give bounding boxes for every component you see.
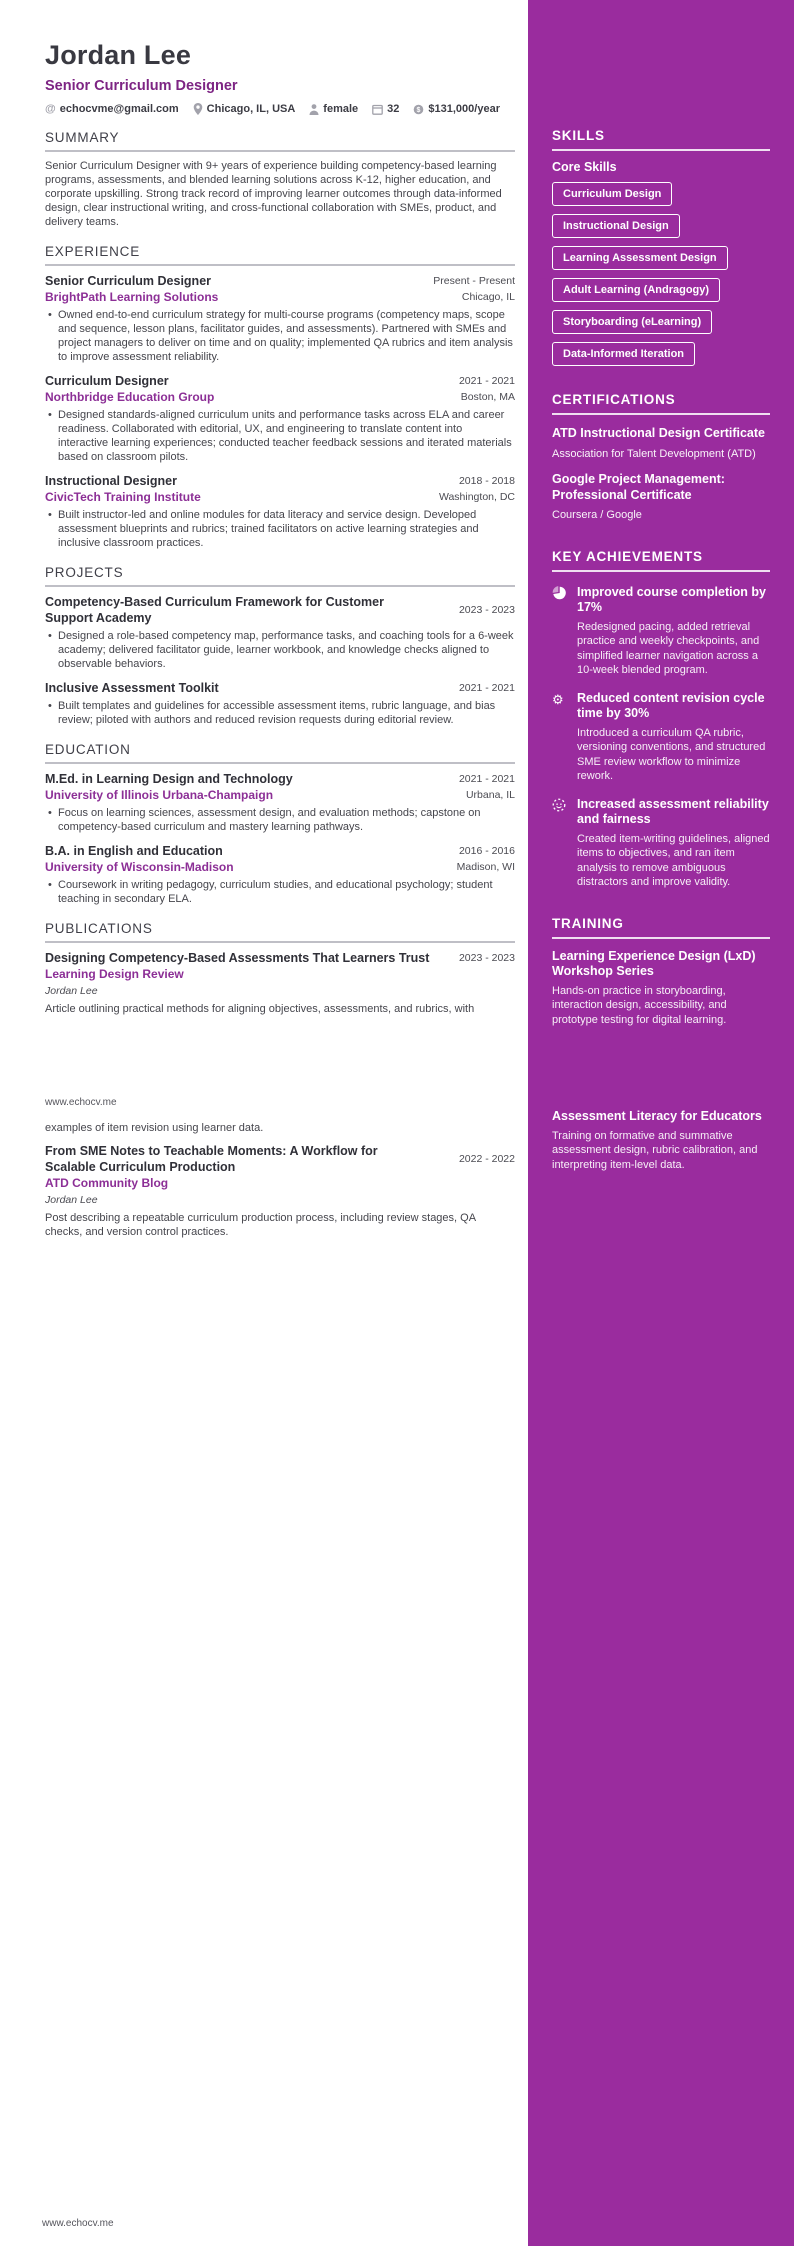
achievement-item bbox=[552, 691, 770, 784]
publication-entry bbox=[45, 1143, 515, 1239]
job-location: Washington, DC bbox=[438, 491, 515, 503]
candidate-name: Jordan Lee bbox=[45, 40, 192, 70]
training-title: Learning Experience Design (LxD) Workshop Series bbox=[552, 948, 756, 978]
school-location: Urbana, IL bbox=[465, 789, 515, 801]
contact-salary bbox=[413, 103, 500, 115]
page-break-gap bbox=[552, 1027, 770, 1099]
section-heading-training: TRAINING bbox=[552, 916, 770, 939]
main-column bbox=[0, 0, 528, 1248]
school-location: Madison, WI bbox=[456, 861, 515, 873]
publication-title: From SME Notes to Teachable Moments: A Workflow for Scalable Curriculum Production bbox=[45, 1144, 378, 1174]
project-bullet: • Built templates and guidelines for accessible assessment items, rubric language, and bias review; piloted with authors and reduced revision requests during editorial review. bbox=[45, 699, 515, 727]
project-dates: 2023 - 2023 bbox=[458, 604, 515, 616]
education-entry bbox=[45, 843, 515, 906]
training-title: Assessment Literacy for Educators bbox=[552, 1109, 762, 1123]
project-dates: 2021 - 2021 bbox=[458, 682, 515, 694]
contact-age-text: 32 bbox=[387, 103, 400, 115]
skill-chip: Data-Informed Iteration bbox=[552, 342, 695, 366]
section-heading-skills: SKILLS bbox=[552, 128, 770, 151]
achievement-title: Improved course completion by 17% bbox=[577, 584, 766, 614]
publication-venue: Learning Design Review bbox=[45, 967, 184, 981]
school-name: University of Illinois Urbana-Champaign bbox=[45, 788, 274, 802]
section-heading-certifications: CERTIFICATIONS bbox=[552, 392, 770, 415]
contact-age bbox=[372, 103, 399, 115]
contact-email bbox=[45, 103, 179, 115]
job-bullet: • Designed standards-aligned curriculum units and performance tasks across ELA and career readiness. Collaborated with editorial, UX, and engineering to translate content into interactive learning experiences; conducted teacher feedback sessions and iterated materials based on classroom pilots. bbox=[45, 408, 515, 464]
experience-entry bbox=[45, 473, 515, 550]
achievement-item bbox=[552, 797, 770, 890]
job-company: Northbridge Education Group bbox=[45, 390, 215, 404]
location-icon bbox=[193, 103, 203, 115]
pie-chart-icon bbox=[552, 585, 567, 678]
contact-gender-text: female bbox=[323, 103, 359, 115]
section-heading-experience: EXPERIENCE bbox=[45, 244, 515, 266]
publication-desc: Article outlining practical methods for aligning objectives, assessments, and rubrics, with bbox=[45, 1003, 475, 1015]
calendar-icon bbox=[372, 104, 383, 115]
achievement-desc: Created item-writing guidelines, aligned items to objectives, and ran item analysis to remove ambiguous distractors and improve validity. bbox=[577, 832, 770, 888]
gear-icon: ⚙ bbox=[552, 691, 564, 707]
training-desc: Hands-on practice in storyboarding, interaction design, accessibility, and prototype testing for digital learning. bbox=[552, 984, 727, 1026]
contact-location-text: Chicago, IL, USA bbox=[206, 103, 296, 115]
training-item bbox=[552, 949, 770, 1028]
job-company: BrightPath Learning Solutions bbox=[45, 290, 219, 304]
footer-url[interactable]: www.echocv.me bbox=[42, 2218, 114, 2229]
training-desc: Training on formative and summative assessment design, rubric calibration, and interpreting item-level data. bbox=[552, 1129, 758, 1171]
job-bullet: • Built instructor-led and online modules for data literacy and service design. Developed assessment blueprints and rubrics; trained facilitators on active learning strategies and inclusive classroom practices. bbox=[45, 508, 515, 550]
job-location: Chicago, IL bbox=[461, 291, 515, 303]
degree-dates: 2021 - 2021 bbox=[458, 773, 515, 785]
education-bullet: • Focus on learning sciences, assessment design, and evaluation methods; capstone on competency-based curriculum and mastery learning pathways. bbox=[45, 806, 515, 834]
skill-chip: Storyboarding (eLearning) bbox=[552, 310, 712, 334]
achievement-title: Reduced content revision cycle time by 30% bbox=[577, 690, 765, 720]
contact-salary-text: $131,000/year bbox=[428, 103, 500, 115]
publication-author: Jordan Lee bbox=[45, 985, 98, 997]
candidate-title: Senior Curriculum Designer bbox=[45, 78, 238, 94]
svg-text:$: $ bbox=[416, 106, 421, 114]
education-entry bbox=[45, 771, 515, 834]
certification-item bbox=[552, 426, 770, 461]
footer-url[interactable]: www.echocv.me bbox=[45, 1097, 117, 1108]
certification-title: ATD Instructional Design Certificate bbox=[552, 426, 765, 440]
contact-location bbox=[193, 103, 296, 115]
school-name: University of Wisconsin-Madison bbox=[45, 860, 234, 874]
skill-chip: Learning Assessment Design bbox=[552, 246, 728, 270]
email-icon: @ bbox=[45, 103, 56, 115]
achievement-desc: Introduced a curriculum QA rubric, versioning conventions, and structured SME review workflow to minimize rework. bbox=[577, 726, 766, 782]
publication-dates: 2023 - 2023 bbox=[458, 952, 515, 964]
publication-title: Designing Competency-Based Assessments That Learners Trust bbox=[45, 951, 430, 965]
job-title: Instructional Designer bbox=[45, 474, 177, 488]
publication-desc-continued: examples of item revision using learner data. bbox=[45, 1122, 264, 1134]
certification-org: Association for Talent Development (ATD) bbox=[552, 447, 756, 460]
dashed-face-icon bbox=[552, 797, 567, 890]
training-item bbox=[552, 1109, 770, 1172]
project-title: Competency-Based Curriculum Framework for Customer Support Academy bbox=[45, 595, 384, 625]
job-title: Senior Curriculum Designer bbox=[45, 274, 212, 288]
job-company: CivicTech Training Institute bbox=[45, 490, 201, 504]
contact-gender bbox=[309, 103, 358, 115]
skills-group-label: Core Skills bbox=[552, 160, 617, 174]
summary-text: Senior Curriculum Designer with 9+ years of experience building competency-based learning programs, assessments, and blended learning solutions across K-12, higher education, and corporate upskilling. Strong track record of improving learner outcomes through data-informed design, clear instructional writing, and cross-functional collaboration with SMEs, product, and delivery teams. bbox=[45, 160, 502, 228]
section-heading-projects: PROJECTS bbox=[45, 565, 515, 587]
degree-dates: 2016 - 2016 bbox=[458, 845, 515, 857]
publication-desc: Post describing a repeatable curriculum production process, including review stages, QA checks, and version control practices. bbox=[45, 1212, 476, 1238]
experience-entry bbox=[45, 273, 515, 364]
achievement-item bbox=[552, 585, 770, 678]
achievement-desc: Redesigned pacing, added retrieval practice and weekly checkpoints, and simplified learner navigation across a 10-week blended program. bbox=[577, 620, 760, 676]
skill-chip: Adult Learning (Andragogy) bbox=[552, 278, 720, 302]
project-title: Inclusive Assessment Toolkit bbox=[45, 681, 219, 695]
job-bullet: • Owned end-to-end curriculum strategy for multi-course programs (competency maps, scope and sequence, lesson plans, facilitator guides, and assessments). Partnered with SMEs and project managers to deliver on time and on quality; implemented QA rubrics and item analysis to improve assessment reliability. bbox=[45, 308, 515, 364]
publication-venue: ATD Community Blog bbox=[45, 1176, 169, 1190]
publication-entry bbox=[45, 950, 515, 1016]
skill-chip: Curriculum Design bbox=[552, 182, 672, 206]
salary-icon bbox=[413, 104, 424, 115]
job-location: Boston, MA bbox=[460, 391, 515, 403]
section-heading-achievements: KEY ACHIEVEMENTS bbox=[552, 549, 770, 572]
education-bullet: • Coursework in writing pedagogy, curriculum studies, and educational psychology; student teaching in secondary ELA. bbox=[45, 878, 515, 906]
project-entry bbox=[45, 680, 515, 727]
degree-title: B.A. in English and Education bbox=[45, 844, 223, 858]
job-title: Curriculum Designer bbox=[45, 374, 169, 388]
certification-title: Google Project Management: Professional Certificate bbox=[552, 472, 725, 502]
certification-org: Coursera / Google bbox=[552, 509, 642, 521]
certification-item bbox=[552, 472, 770, 523]
contact-row bbox=[45, 103, 515, 115]
section-heading-summary: SUMMARY bbox=[45, 130, 515, 152]
publication-dates: 2022 - 2022 bbox=[458, 1153, 515, 1165]
project-bullet: • Designed a role-based competency map, performance tasks, and coaching tools for a 6-week academy; delivered facilitator guide, learner workbook, and knowledge checks aligned to observable behaviors. bbox=[45, 629, 515, 671]
job-dates: Present - Present bbox=[433, 275, 515, 287]
project-entry bbox=[45, 594, 515, 671]
degree-title: M.Ed. in Learning Design and Technology bbox=[45, 772, 293, 786]
publication-author: Jordan Lee bbox=[45, 1194, 98, 1206]
sidebar bbox=[528, 0, 794, 2246]
job-dates: 2021 - 2021 bbox=[458, 375, 515, 387]
experience-entry bbox=[45, 373, 515, 464]
achievement-title: Increased assessment reliability and fairness bbox=[577, 796, 769, 826]
person-icon bbox=[309, 104, 319, 115]
contact-email-text: echocvme@gmail.com bbox=[59, 103, 179, 115]
section-heading-publications: PUBLICATIONS bbox=[45, 921, 515, 943]
section-heading-education: EDUCATION bbox=[45, 742, 515, 764]
job-dates: 2018 - 2018 bbox=[458, 475, 515, 487]
skill-chip: Instructional Design bbox=[552, 214, 680, 238]
